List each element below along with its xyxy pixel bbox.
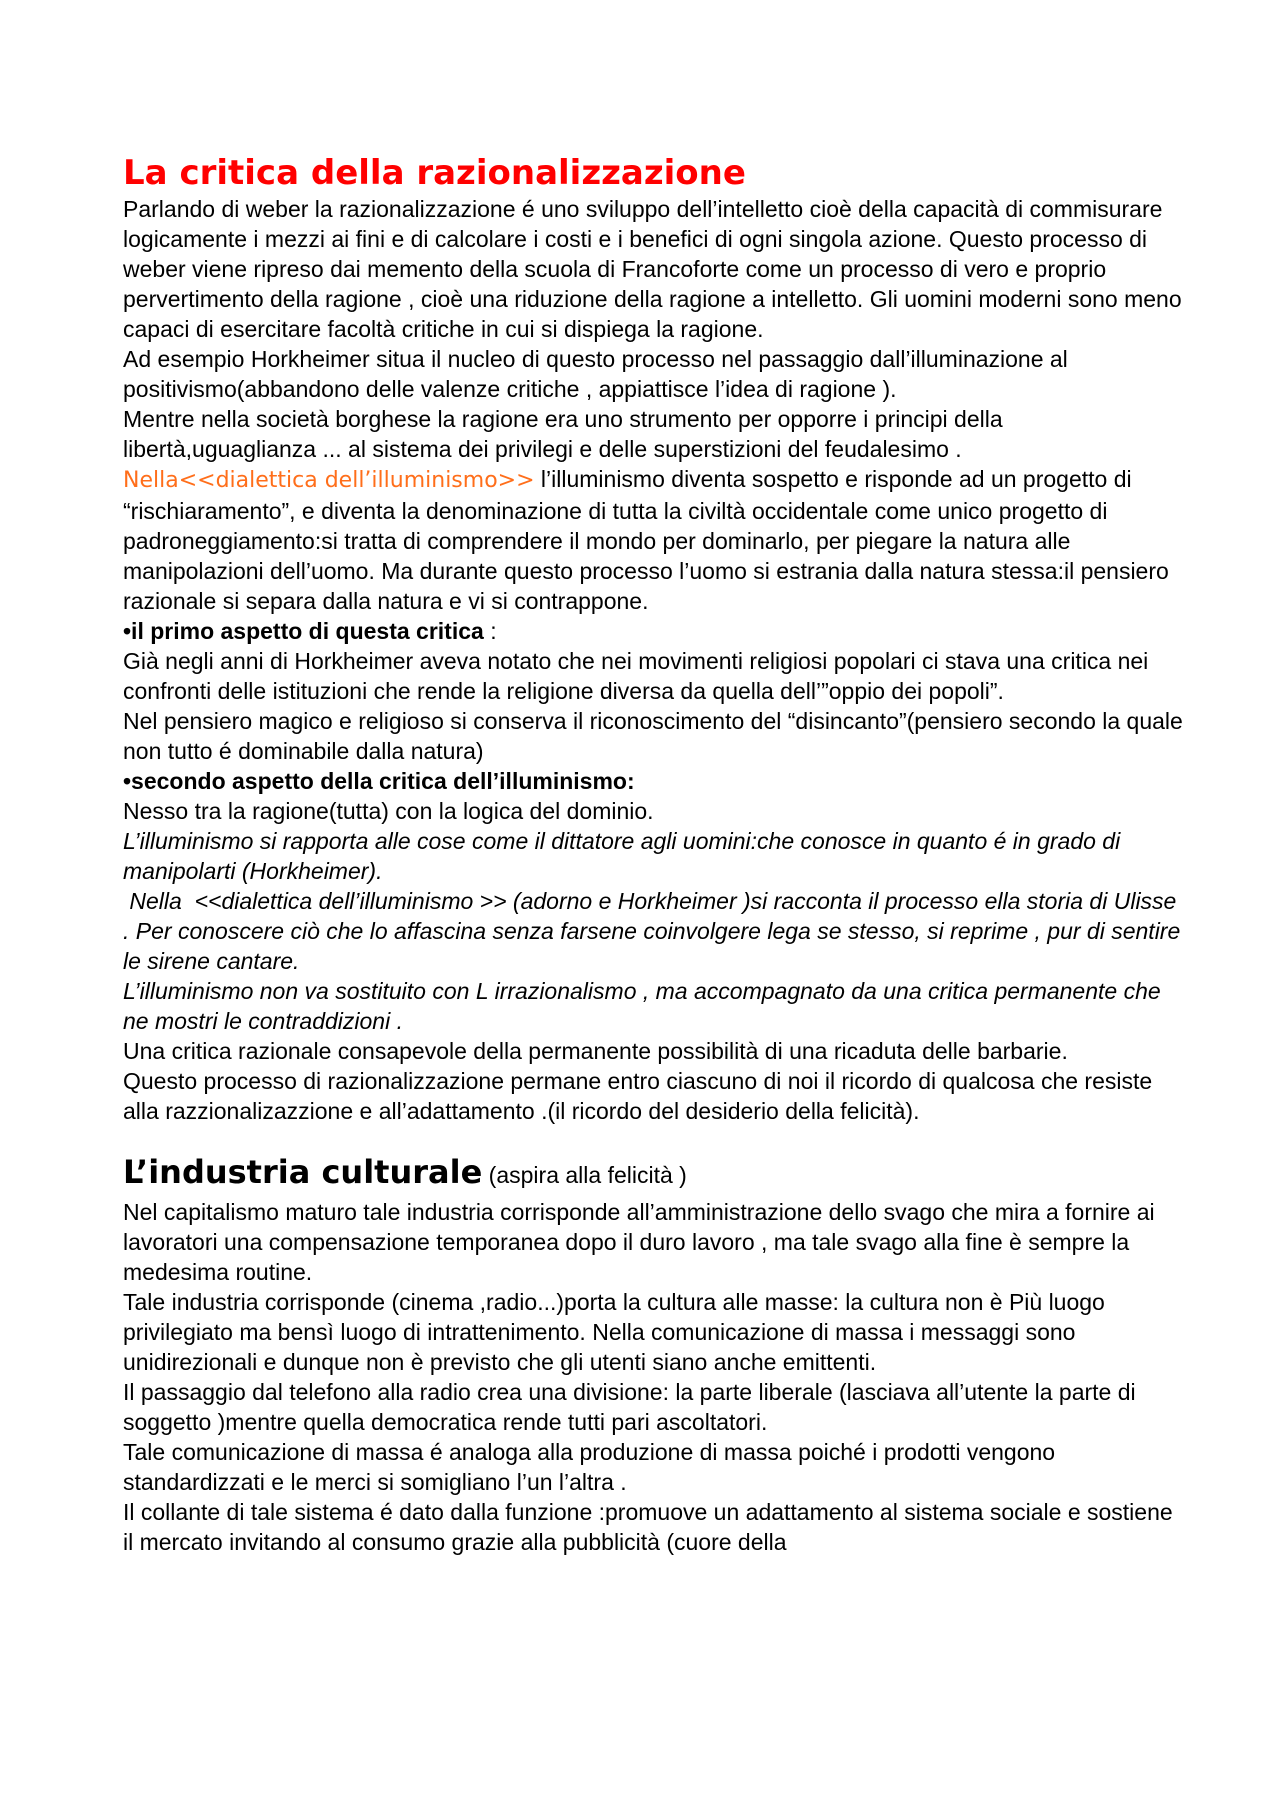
paragraph: Ad esempio Horkheimer situa il nucleo di questo processo nel passaggio dall’illuminazione al positivismo(abbandono delle valenze critiche , appiattisce l’idea di ragione ). (123, 346, 1068, 402)
paragraph: Nesso tra la ragione(tutta) con la logica del dominio. (123, 798, 654, 824)
section-heading-industria (123, 1150, 1183, 1197)
paragraph: Nel capitalismo maturo tale industria corrisponde all’amministrazione dello svago che mira a fornire ai lavoratori una compensazione temporanea dopo il duro lavoro , ma tale svago alla fine è sempre la medesima routine. (123, 1199, 1155, 1285)
paragraph: Una critica razionale consapevole della permanente possibilità di una ricaduta delle barbarie. (123, 1038, 1068, 1064)
document-page (123, 150, 1187, 1557)
paragraph: Parlando di weber la razionalizzazione é uno sviluppo dell’intelletto cioè della capacità di commisurare logicamente i mezzi ai fini e di calcolare i costi e i benefici di ogni singola azione. Questo processo di weber viene ripreso dai memento della scuola di Francoforte come un processo di vero e proprio pervertimento della ragione , cioè una riduzione della ragione a intelletto. Gli uomini moderni sono meno capaci di esercitare facoltà critiche in cui si dispiega la ragione. (123, 196, 1182, 342)
paragraph: Tale comunicazione di massa é analoga alla produzione di massa poiché i prodotti vengono standardizzati e le merci si somigliano l’un l’altra . (123, 1439, 1056, 1495)
italic-paragraph: L’illuminismo si rapporta alle cose come il dittatore agli uomini:che conosce in quanto é in grado di manipolarti (Horkheimer). (123, 828, 1121, 884)
highlighted-text: Nella<<dialettica dell’illuminismo>> (123, 468, 535, 493)
paragraph-text: l’illuminismo diventa sospetto e risponde ad un progetto di “rischiaramento”, e diventa la denominazione di tutta la civiltà occidentale come unico progetto di padroneggiamento:si tratta di comprendere il mondo per dominarlo, per piegare la natura alle manipolazioni dell’uomo. Ma durante questo processo l’uomo si estrania dalla natura stessa:il pensiero razionale si separa dalla natura e vi si contrappone. (123, 466, 1169, 614)
aspect-heading (123, 616, 1183, 646)
paragraph: Questo processo di razionalizzazione permane entro ciascuno di noi il ricordo di qualcosa che resiste alla razzionalizazzione e all’adattamento .(il ricordo del desiderio della felicità). (123, 1068, 1153, 1124)
paragraph: Tale industria corrisponde (cinema ,radio...)porta la cultura alle masse: la cultura non è Più luogo privilegiato ma bensì luogo di intrattenimento. Nella comunicazione di massa i messaggi sono unidirezionali e dunque non è previsto che gli utenti siano anche emittenti. (123, 1289, 1105, 1375)
italic-paragraph: L’illuminismo non va sostituito con L irrazionalismo , ma accompagnato da una critica permanente che ne mostri le contraddizioni . (123, 978, 1161, 1034)
paragraph: Nel pensiero magico e religioso si conserva il riconoscimento del “disincanto”(pensiero secondo la quale non tutto é dominabile dalla natura) (123, 708, 1183, 764)
aspect-label-first: •il primo aspetto di questa critica (123, 618, 484, 644)
italic-paragraph: Nella <<dialettica dell’illuminismo >> (adorno e Horkheimer )si racconta il processo ella storia di Ulisse . Per conoscere ciò che lo affascina senza farsene coinvolgere lega se stesso, si reprime , pur di sentire le sirene cantare. (123, 888, 1187, 974)
aspect-label-second: •secondo aspetto della critica dell’illuminismo: (123, 768, 635, 794)
paragraph: Il collante di tale sistema é dato dalla funzione :promuove un adattamento al sistema sociale e sostiene il mercato invitando al consumo grazie alla pubblicità (cuore della (123, 1499, 1173, 1555)
aspect-colon: : (483, 618, 497, 644)
paragraph: Già negli anni di Horkheimer aveva notato che nei movimenti religiosi popolari ci stava una critica nei confronti delle istituzioni che rende la religione diversa da quella dell’”oppio dei popoli”. (123, 648, 1149, 704)
paragraph (123, 464, 1183, 616)
section-title-industria: L’industria culturale (123, 1153, 483, 1191)
section-title-razionalizzazione: La critica della razionalizzazione (123, 153, 746, 193)
paragraph: Il passaggio dal telefono alla radio crea una divisione: la parte liberale (lasciava all’utente la parte di soggetto )mentre quella democratica rende tutti pari ascoltatori. (123, 1379, 1136, 1435)
paragraph: Mentre nella società borghese la ragione era uno strumento per opporre i principi della libertà,uguaglianza ... al sistema dei privilegi e delle superstizioni del feudalesimo . (123, 406, 1003, 462)
section-subtitle: (aspira alla felicità ) (482, 1162, 687, 1188)
